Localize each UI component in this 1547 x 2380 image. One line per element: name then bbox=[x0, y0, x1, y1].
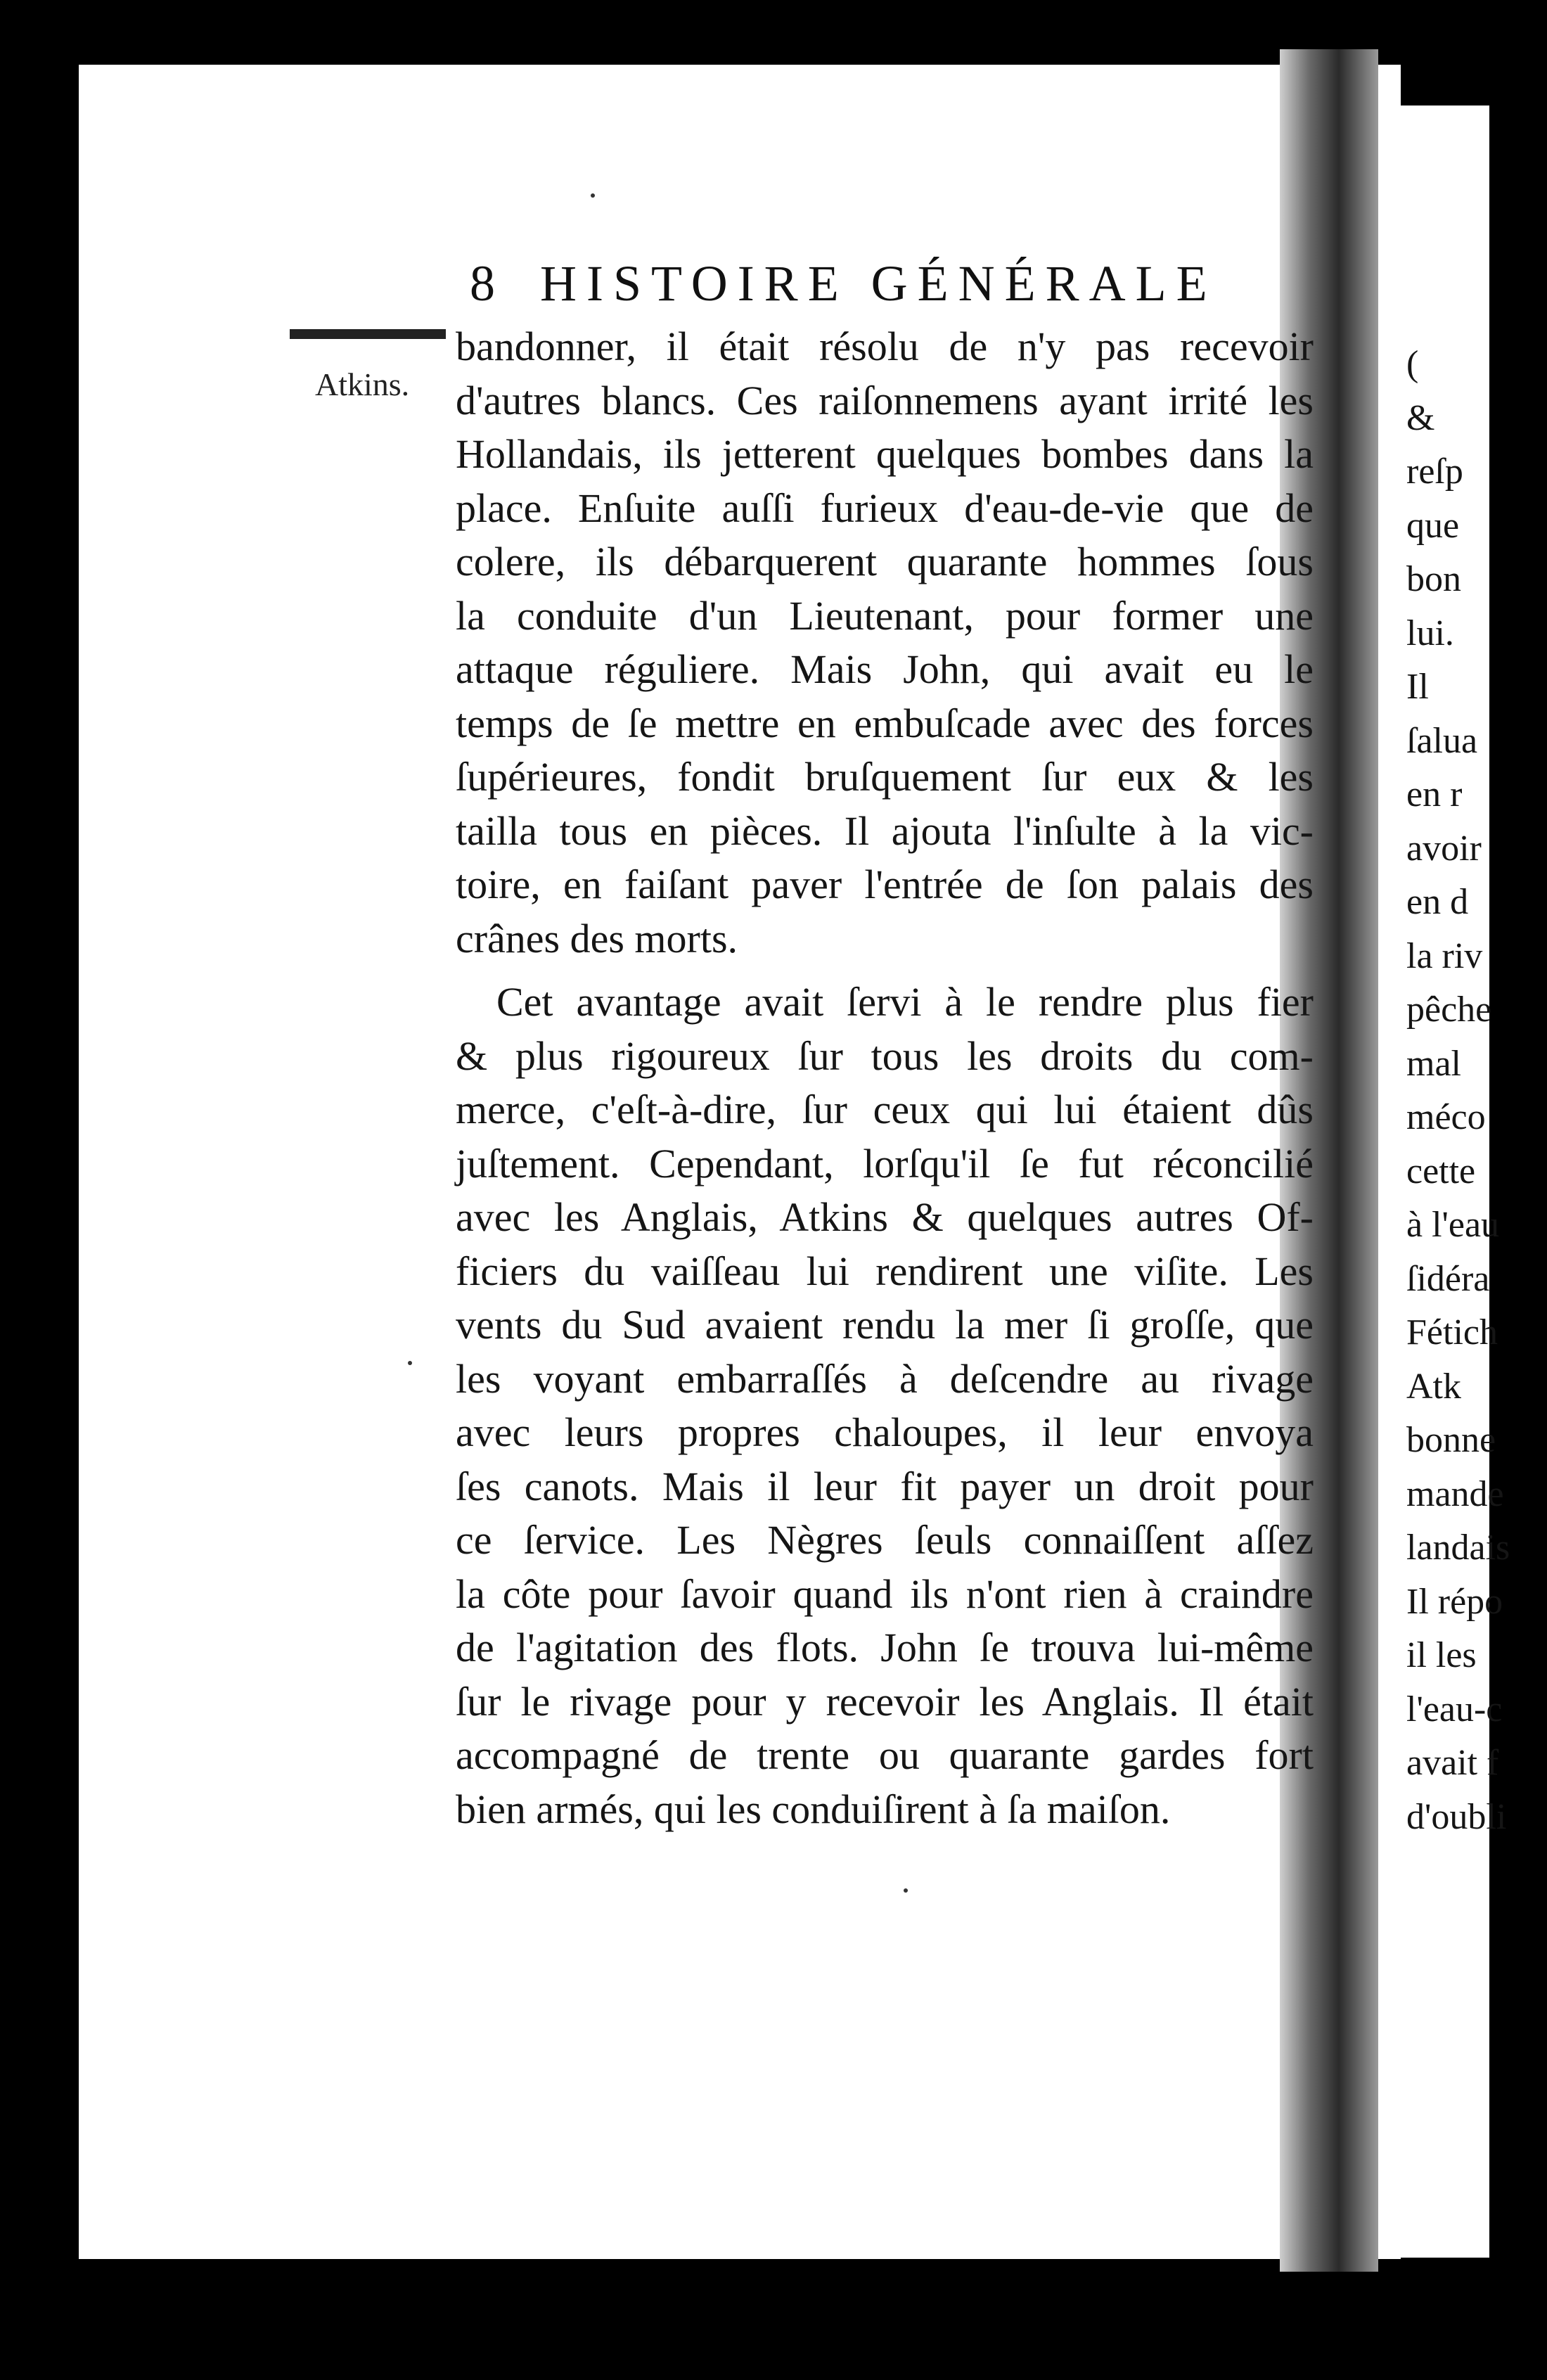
facing-line: la riv bbox=[1406, 935, 1483, 976]
text-line: avec les Anglais, Atkins & quelques autres Of- bbox=[456, 1194, 1314, 1240]
text-line: crânes des morts. bbox=[456, 915, 738, 961]
facing-line: mande bbox=[1406, 1473, 1504, 1514]
facing-line: bonne bbox=[1406, 1420, 1496, 1460]
text-line: la côte pour ſavoir quand ils n'ont rien à craindre bbox=[456, 1570, 1314, 1617]
facing-line: landais bbox=[1406, 1528, 1510, 1568]
facing-line: lui. bbox=[1406, 613, 1454, 653]
body-text bbox=[456, 320, 1314, 1836]
text-line: attaque réguliere. Mais John, qui avait eu le bbox=[456, 646, 1314, 692]
text-line: Hollandais, ils jetterent quelques bombes dans la bbox=[456, 431, 1314, 477]
text-line: ſupérieures, fondit bruſquement ſur eux & les bbox=[456, 754, 1314, 800]
text-line: tailla tous en pièces. Il ajouta l'inſulte à la vic- bbox=[456, 807, 1314, 854]
facing-line: d'oubli bbox=[1406, 1796, 1507, 1837]
facing-line: Il répo bbox=[1406, 1581, 1503, 1622]
facing-line: bon bbox=[1406, 559, 1461, 599]
facing-line: ſidéra bbox=[1406, 1258, 1490, 1299]
running-head bbox=[470, 255, 1314, 313]
paper-speck bbox=[408, 1361, 412, 1365]
facing-line: pêche bbox=[1406, 990, 1492, 1030]
facing-line: reſp bbox=[1406, 452, 1463, 492]
facing-line: il les bbox=[1406, 1635, 1477, 1675]
text-line: les voyant embarraſſés à deſcendre au rivage bbox=[456, 1355, 1314, 1402]
text-line: bandonner, il était résolu de n'y pas recevoir bbox=[456, 324, 1314, 369]
margin-note: Atkins. bbox=[315, 366, 410, 402]
text-line: toire, en faiſant paver l'entrée de ſon palais des bbox=[456, 862, 1314, 907]
facing-line: & bbox=[1406, 397, 1435, 438]
text-line: bien armés, qui les conduiſirent à ſa maiſon. bbox=[456, 1786, 1171, 1832]
facing-line: à l'eau bbox=[1406, 1205, 1500, 1245]
text-line: juſtement. Cependant, lorſqu'il ſe fut réconcilié bbox=[456, 1140, 1314, 1186]
text-line: d'autres blancs. Ces raiſonnemens ayant irrité les bbox=[456, 377, 1314, 423]
text-line: ce ſervice. Les Nègres ſeuls connaiſſent aſſez bbox=[456, 1517, 1314, 1563]
text-line: Cet avantage avait ſervi à le rendre plus fier bbox=[496, 979, 1314, 1025]
margin-rule bbox=[290, 329, 446, 339]
facing-line: méco bbox=[1406, 1097, 1486, 1137]
facing-line: en r bbox=[1406, 774, 1463, 814]
facing-line: mal bbox=[1406, 1043, 1461, 1084]
paper-speck bbox=[591, 193, 595, 198]
facing-line: avoir bbox=[1406, 828, 1482, 869]
facing-line: ſalua bbox=[1406, 720, 1478, 761]
paper-speck bbox=[904, 1888, 908, 1893]
paragraph-2 bbox=[456, 975, 1314, 1836]
text-line: ſes canots. Mais il leur fit payer un droit pour bbox=[456, 1463, 1314, 1509]
facing-line: en d bbox=[1406, 882, 1469, 922]
text-line: merce, c'eſt-à-dire, ſur ceux qui lui étaient dûs bbox=[456, 1087, 1314, 1132]
facing-line: cette bbox=[1406, 1151, 1476, 1191]
text-line: la conduite d'un Lieutenant, pour former une bbox=[456, 592, 1314, 639]
paragraph-1 bbox=[456, 320, 1314, 966]
facing-line: ( bbox=[1406, 344, 1419, 384]
facing-line: avait f bbox=[1406, 1743, 1499, 1783]
facing-line: que bbox=[1406, 505, 1460, 546]
facing-page-text bbox=[1406, 338, 1547, 1844]
facing-line: Fétich bbox=[1406, 1312, 1498, 1352]
text-line: & plus rigoureux ſur tous les droits du com- bbox=[456, 1032, 1314, 1079]
page-number: 8 bbox=[470, 255, 505, 312]
text-line: place. Enſuite auſſi furieux d'eau-de-vie que de bbox=[456, 485, 1314, 531]
facing-line: Il bbox=[1406, 667, 1429, 707]
text-line: ſur le rivage pour y recevoir les Anglais. Il était bbox=[456, 1678, 1314, 1725]
running-title: HISTOIRE GÉNÉRALE bbox=[540, 255, 1217, 312]
text-line: avec leurs propres chaloupes, il leur envoya bbox=[456, 1409, 1314, 1455]
facing-line: Atk bbox=[1406, 1366, 1461, 1407]
facing-line: l'eau-c bbox=[1406, 1689, 1503, 1729]
text-line: ficiers du vaiſſeau lui rendirent une viſite. Les bbox=[456, 1248, 1314, 1294]
text-line: temps de ſe mettre en embuſcade avec des forces bbox=[456, 700, 1314, 746]
text-line: colere, ils débarquerent quarante hommes ſous bbox=[456, 539, 1314, 584]
text-line: vents du Sud avaient rendu la mer ſi groſſe, que bbox=[456, 1302, 1314, 1348]
text-line: accompagné de trente ou quarante gardes fort bbox=[456, 1732, 1314, 1778]
text-line: de l'agitation des flots. John ſe trouva lui-même bbox=[456, 1625, 1314, 1670]
